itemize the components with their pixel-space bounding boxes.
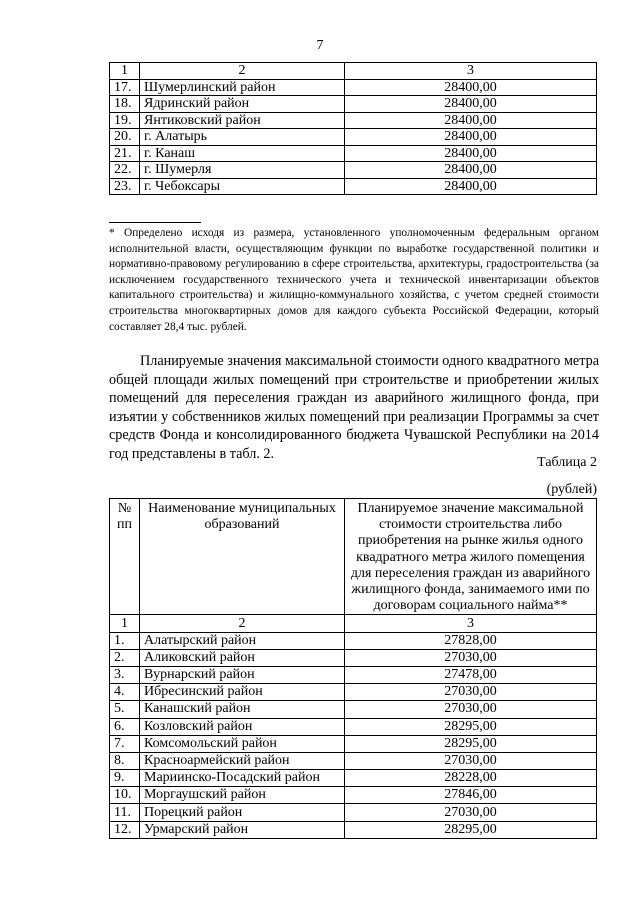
row-number-cell: 6. [110, 718, 140, 735]
row-number-cell: 7. [110, 735, 140, 752]
value-cell: 28400,00 [345, 145, 597, 162]
value-cell: 27030,00 [345, 701, 597, 718]
body-paragraph: Планируемые значения максимальной стоимости одного квадратного метра общей площади жилых помещений при строительстве и приобретении жилых помещений для переселения граждан из аварийного жилищного фонда, при изъятии у собственников жилых помещений при реализации Программы за счет средств Фонда и консолидированного бюджета Чувашской Республики на 2014 год представлены в табл. 2. [109, 353, 599, 462]
header-cell: 2 [140, 63, 345, 80]
table-row [110, 666, 597, 683]
price-table [109, 498, 597, 839]
municipality-cell: Ядринский район [140, 96, 345, 113]
table-row [110, 684, 597, 701]
table-row [110, 735, 597, 752]
municipality-cell: Шумерлинский район [140, 79, 345, 96]
index-cell: 1 [110, 615, 140, 632]
header-cell: 1 [110, 63, 140, 80]
table-row [110, 718, 597, 735]
header-cell: 3 [345, 63, 597, 80]
table-index-row [110, 615, 597, 632]
value-cell: 28400,00 [345, 96, 597, 113]
index-cell: 2 [140, 615, 345, 632]
value-cell: 28295,00 [345, 718, 597, 735]
table-header-row [110, 63, 597, 80]
index-cell: 3 [345, 615, 597, 632]
row-number-cell: 3. [110, 666, 140, 683]
table-caption: Таблица 2 [537, 455, 597, 470]
table-row [110, 129, 597, 146]
value-cell: 27846,00 [345, 787, 597, 804]
row-number-cell: 8. [110, 752, 140, 769]
municipality-cell: Моргаушский район [140, 787, 345, 804]
municipality-cell: Урмарский район [140, 821, 345, 838]
municipality-cell: Комсомольский район [140, 735, 345, 752]
value-cell: 28400,00 [345, 178, 597, 195]
row-number-cell: 9. [110, 770, 140, 787]
row-number-cell: 4. [110, 684, 140, 701]
continued-table [109, 62, 597, 195]
table-row [110, 112, 597, 129]
table-row [110, 804, 597, 821]
table-row [110, 79, 597, 96]
row-number-cell: 2. [110, 649, 140, 666]
municipality-cell: Янтиковский район [140, 112, 345, 129]
table-row [110, 649, 597, 666]
value-cell: 28295,00 [345, 821, 597, 838]
municipality-cell: г. Чебоксары [140, 178, 345, 195]
row-number-cell: 17. [110, 79, 140, 96]
column-header-name: Наименование муниципальных образований [140, 499, 345, 615]
value-cell: 27030,00 [345, 649, 597, 666]
row-number-cell: 1. [110, 632, 140, 649]
row-number-cell: 18. [110, 96, 140, 113]
municipality-cell: Аликовский район [140, 649, 345, 666]
row-number-cell: 10. [110, 787, 140, 804]
page-number: 7 [316, 38, 324, 53]
row-number-cell: 21. [110, 145, 140, 162]
table-row [110, 787, 597, 804]
municipality-cell: Козловский район [140, 718, 345, 735]
value-cell: 27828,00 [345, 632, 597, 649]
continued-table-body [110, 63, 597, 195]
value-cell: 28295,00 [345, 735, 597, 752]
table-row [110, 162, 597, 179]
column-header-value: Планируемое значение максимальной стоимости строительства либо приобретения на рынке жилья одного квадратного метра жилого помещения для переселения граждан из аварийного жилищного фонда, занимаемого ими по договорам социального найма** [345, 499, 597, 615]
row-number-cell: 22. [110, 162, 140, 179]
municipality-cell: Мариинско-Посадский район [140, 770, 345, 787]
value-cell: 28228,00 [345, 770, 597, 787]
table-row [110, 178, 597, 195]
value-cell: 27030,00 [345, 752, 597, 769]
footnote: * Определено исходя из размера, установленного уполномоченным федеральным органом исполнительной власти, осуществляющим функции по выработке государственной политики и нормативно-правовому регулированию в сфере строительства, архитектуры, градостроительства (за исключением государственного технического учета и технической инвентаризации объектов капитального строительства) и жилищно-коммунального хозяйства, с учетом средней стоимости строительства многоквартирных домов для каждого субъекта Российской Федерации, который составляет 28,4 тыс. рублей. [109, 227, 599, 333]
price-table-body [110, 615, 597, 838]
municipality-cell: Ибресинский район [140, 684, 345, 701]
municipality-cell: г. Шумерля [140, 162, 345, 179]
table-row [110, 821, 597, 838]
value-cell: 28400,00 [345, 79, 597, 96]
table-row [110, 752, 597, 769]
row-number-cell: 19. [110, 112, 140, 129]
municipality-cell: Вурнарский район [140, 666, 345, 683]
value-cell: 28400,00 [345, 112, 597, 129]
table-units: (рублей) [546, 482, 597, 497]
table-header-row [110, 499, 597, 615]
municipality-cell: г. Алатырь [140, 129, 345, 146]
table-row [110, 701, 597, 718]
value-cell: 27030,00 [345, 684, 597, 701]
footnote-divider [109, 222, 201, 223]
row-number-cell: 23. [110, 178, 140, 195]
row-number-cell: 5. [110, 701, 140, 718]
value-cell: 27478,00 [345, 666, 597, 683]
value-cell: 27030,00 [345, 804, 597, 821]
table-row [110, 145, 597, 162]
value-cell: 28400,00 [345, 129, 597, 146]
municipality-cell: Красноармейский район [140, 752, 345, 769]
table-row [110, 770, 597, 787]
row-number-cell: 11. [110, 804, 140, 821]
row-number-cell: 12. [110, 821, 140, 838]
municipality-cell: Канашский район [140, 701, 345, 718]
row-number-cell: 20. [110, 129, 140, 146]
value-cell: 28400,00 [345, 162, 597, 179]
table-row [110, 632, 597, 649]
municipality-cell: Алатырский район [140, 632, 345, 649]
column-header-number: № пп [110, 499, 140, 615]
table-row [110, 96, 597, 113]
municipality-cell: Порецкий район [140, 804, 345, 821]
municipality-cell: г. Канаш [140, 145, 345, 162]
